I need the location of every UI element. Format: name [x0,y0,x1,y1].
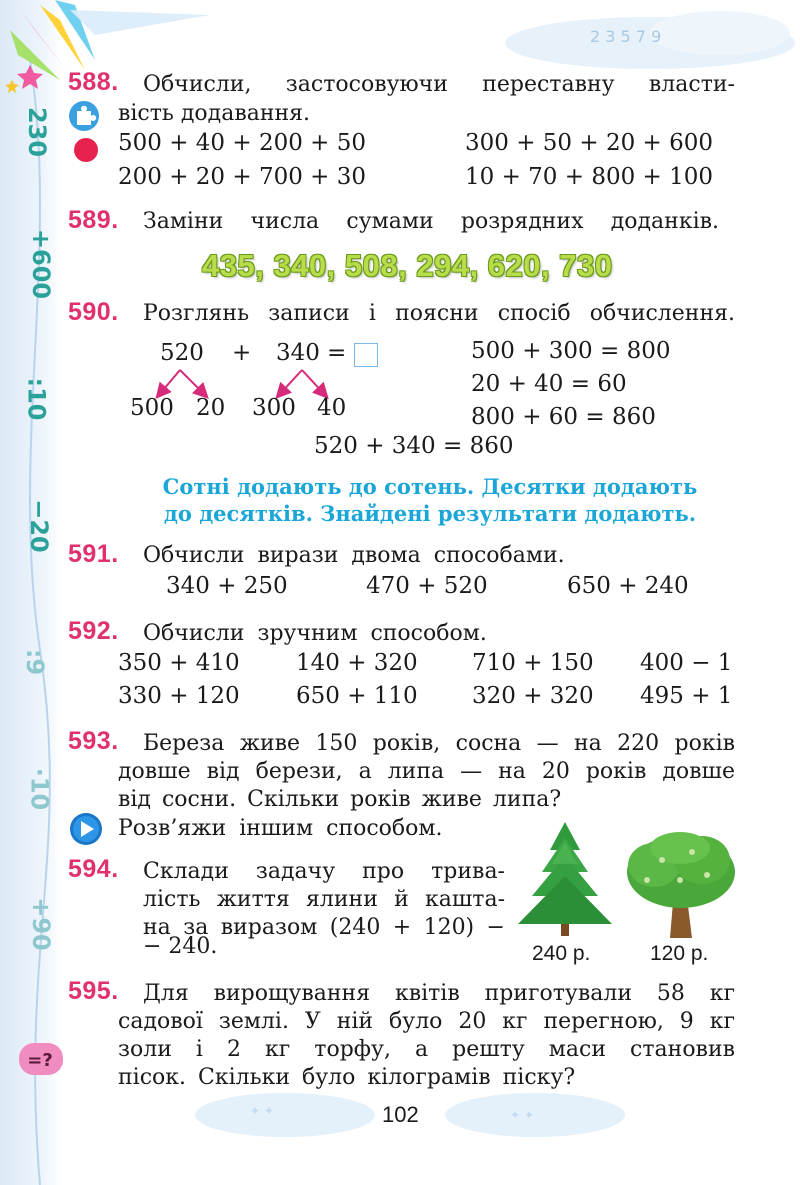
chestnut-tree-icon [622,830,740,940]
task-593-extra: Розв’яжи іншим способом. [118,816,443,841]
play-icon [68,811,104,847]
margin-label-minus20: −20 [24,499,53,553]
red-dot-icon [73,137,99,163]
margin-label-plus600: +600 [27,228,56,300]
tree1-caption: 240 р. [532,942,591,965]
task-595-text-line1: Для вирощування квітів приготували 58 кг [143,981,735,1006]
task-594-number: 594. [68,855,119,883]
task-594-text-line2: лість життя ялини й кашта- [143,887,505,912]
task-590-plus: + [232,340,252,366]
task-588-number: 588. [68,68,119,96]
decomposition-arrows [150,366,340,404]
task-590-step-1: 500 + 300 = 800 [471,338,671,364]
task-590-result: 520 + 340 = 860 [314,433,514,459]
tree2-caption: 120 р. [650,942,709,965]
task-588-expr-4: 10 + 70 + 800 + 100 [465,164,714,190]
margin-label-230: 230 [23,106,52,158]
answer-box[interactable] [354,343,378,367]
footer-cloud-left [190,1085,380,1145]
side-curve [0,0,70,1185]
task-592-expr-7: 320 + 320 [472,683,594,709]
task-589-number: 589. [68,206,119,234]
page-number: 102 [382,1102,419,1127]
task-591-expr-2: 470 + 520 [366,573,488,599]
task-594-text-line1: Склади задачу про трива- [143,859,505,884]
task-595-number: 595. [68,977,119,1005]
margin-label-div9: :9 [21,648,50,676]
margin-label-plus90: +90 [26,897,55,951]
task-588-text-line2: вість додавання. [118,101,311,126]
svg-text:=?: =? [27,1050,53,1071]
margin-label-div10: :10 [22,377,51,421]
task-592-expr-1: 350 + 410 [118,650,240,676]
equals-question-icon [18,1042,64,1076]
task-588-expr-1: 500 + 40 + 200 + 50 [118,130,367,156]
task-590-text: Розглянь записи і поясни спосіб обчислення. [143,301,735,326]
task-592-expr-3: 710 + 150 [472,650,594,676]
task-590-b-part-2: 40 [317,395,347,421]
task-593-text-line1: Береза живе 150 років, сосна — на 220 років [143,731,735,756]
task-591-text: Обчисли вирази двома способами. [143,543,565,568]
task-590-number: 590. [68,298,119,326]
task-589-text: Заміни числа сумами розрядних доданків. [143,209,719,234]
task-588-expr-2: 300 + 50 + 20 + 600 [465,130,714,156]
task-592-expr-5: 330 + 120 [118,683,240,709]
svg-text:✦ ✦: ✦ ✦ [510,1108,534,1122]
task-595-text-line2: садової землі. У ній було 20 кг перегною, 9 кг [118,1009,735,1034]
task-590-a-part-1: 500 [130,395,174,421]
task-593-number: 593. [68,727,119,755]
task-595-text-line3: золи і 2 кг торфу, а решту маси становив [118,1037,735,1062]
task-594-text-line4: − 240. [143,934,218,959]
task-590-eq: = [327,340,347,366]
task-593-text-line2: довше від берези, а липа — на 20 років довше [118,759,735,784]
task-590-step-2: 20 + 40 = 60 [471,371,627,397]
task-592-expr-2: 140 + 320 [296,650,418,676]
task-590-rule-line2: до десятків. Знайдені результати додають. [163,501,697,526]
footer-cloud-right [440,1085,630,1145]
task-592-number: 592. [68,617,119,645]
task-590-a-part-2: 20 [196,395,226,421]
task-590-step-3: 800 + 60 = 860 [471,404,656,430]
task-593-text-line3: від сосни. Скільки років живе липа? [118,787,562,812]
header-digits: 2 3 5 7 9 [590,27,662,46]
task-590-b-part-1: 300 [252,395,296,421]
task-594-text-line3: на за виразом (240 + 120) − [143,915,505,940]
task-590-a: 520 [160,340,204,366]
task-590-b: 340 [276,340,320,366]
task-591-expr-3: 650 + 240 [567,573,689,599]
task-589-numbers: 435, 340, 508, 294, 620, 730 [202,248,613,283]
task-592-expr-6: 650 + 110 [296,683,418,709]
margin-label-mul10: ·10 [25,767,54,811]
task-592-expr-8: 495 + 1 [640,683,733,709]
task-591-expr-1: 340 + 250 [166,573,288,599]
task-592-expr-4: 400 − 1 [640,650,733,676]
svg-text:✦ ✦: ✦ ✦ [250,1104,274,1118]
task-588-text-line1: Обчисли, застосовуючи переставну власти- [143,72,735,97]
task-592-text: Обчисли зручним способом. [143,621,487,646]
puzzle-icon [68,100,100,132]
task-591-number: 591. [68,540,119,568]
spruce-tree-icon [512,820,618,938]
task-588-expr-3: 200 + 20 + 700 + 30 [118,164,367,190]
task-590-rule-line1: Сотні додають до сотень. Десятки додають [162,474,698,499]
task-595-text-line4: пісок. Скільки було кілограмів піску? [118,1065,576,1090]
